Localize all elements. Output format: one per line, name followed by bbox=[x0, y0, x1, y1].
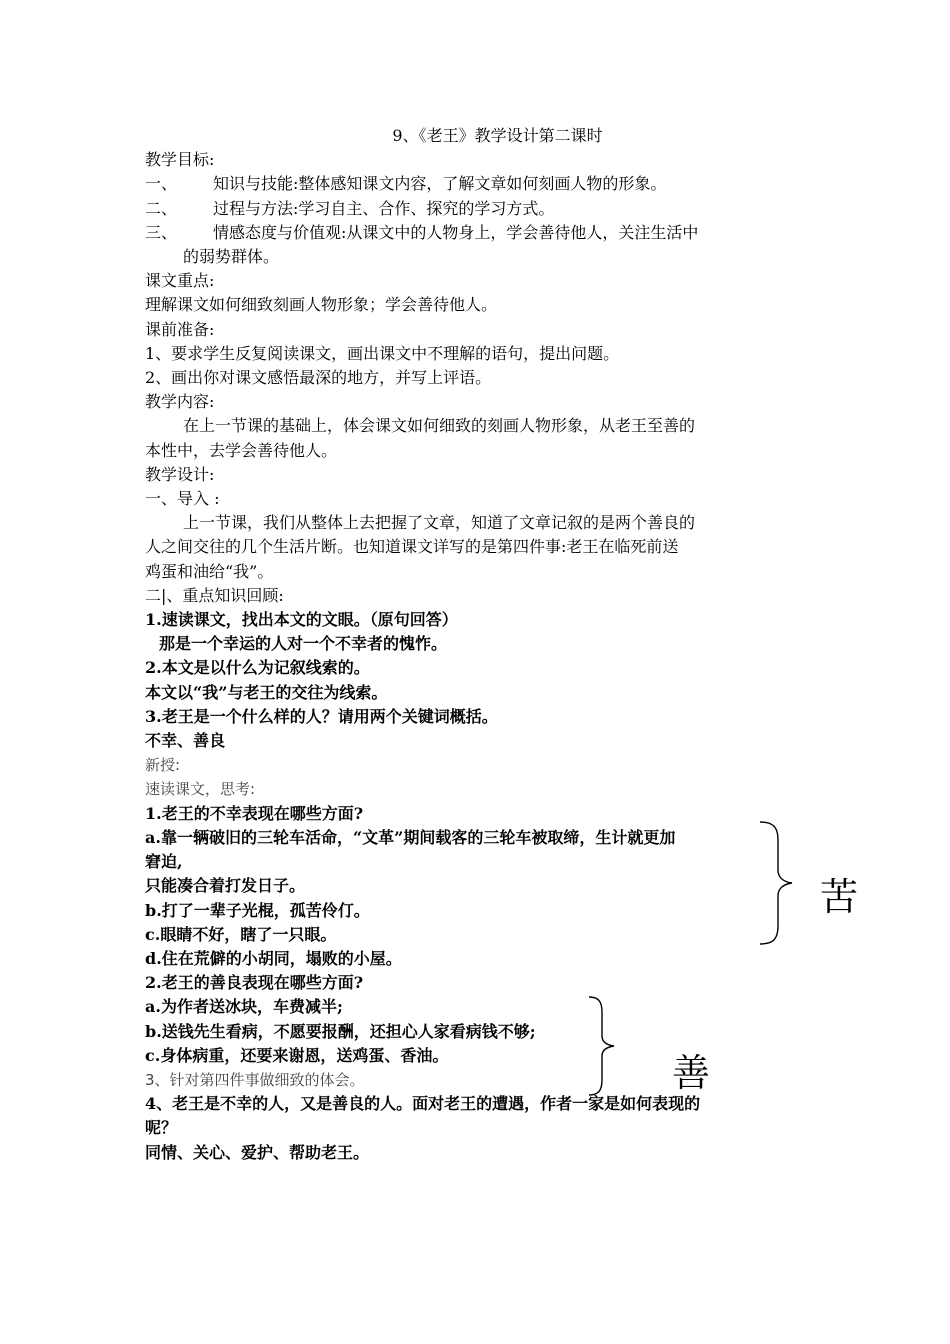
question-2: 2.老王的善良表现在哪些方面? bbox=[145, 973, 364, 993]
prep-heading: 课前准备: bbox=[145, 319, 215, 339]
goal-item: 二、 过程与方法:学习自主、合作、探究的学习方式。 bbox=[145, 198, 555, 218]
review-heading: 二|、重点知识回顾: bbox=[145, 585, 284, 605]
question-2-item: c.身体病重，还要来谢恩，送鸡蛋、香油。 bbox=[145, 1045, 449, 1065]
focus-text: 理解课文如何细致刻画人物形象；学会善待他人。 bbox=[145, 295, 498, 315]
review-item: 那是一个幸运的人对一个不幸者的愧怍。 bbox=[159, 634, 448, 654]
read-heading: 速读课文，思考: bbox=[145, 780, 256, 799]
review-item: 3.老王是一个什么样的人？请用两个关键词概括。 bbox=[145, 706, 498, 726]
prep-item: 2、画出你对课文感悟最深的地方，并写上评语。 bbox=[145, 368, 492, 388]
question-1-item: a.靠一辆破旧的三轮车活命，“文革”期间载客的三轮车被取缔，生计就更加 bbox=[145, 827, 676, 847]
right-brace-icon bbox=[758, 818, 798, 948]
question-1-item: d.住在荒僻的小胡同，塌败的小屋。 bbox=[145, 948, 402, 968]
question-1-item: 窘迫, bbox=[145, 852, 183, 872]
prep-item: 1、要求学生反复阅读课文，画出课文中不理解的语句，提出问题。 bbox=[145, 343, 620, 363]
item-4: 呢？ bbox=[145, 1118, 178, 1138]
content-paragraph: 在上一节课的基础上，体会课文如何细致的刻画人物形象，从老王至善的 bbox=[183, 416, 696, 436]
review-item: 不幸、善良 bbox=[145, 731, 226, 751]
right-brace-icon bbox=[587, 994, 617, 1098]
review-item: 1.速读课文，找出本文的文眼。（原句回答） bbox=[145, 610, 458, 630]
question-2-item: b.送钱先生看病，不愿要报酬，还担心人家看病钱不够; bbox=[145, 1021, 536, 1041]
intro-paragraph: 上一节课，我们从整体上去把握了文章，知道了文章记叙的是两个善良的 bbox=[183, 513, 696, 533]
intro-paragraph: 人之间交往的几个生活片断。也知道课文详写的是第四件事:老王在临死前送 bbox=[145, 537, 679, 557]
document-body bbox=[145, 124, 810, 1165]
question-1-item: 只能凑合着打发日子。 bbox=[145, 876, 306, 896]
focus-heading: 课文重点: bbox=[145, 271, 215, 291]
question-2-item: a.为作者送冰块，车费减半; bbox=[145, 997, 343, 1017]
goals-heading: 教学目标: bbox=[145, 150, 215, 170]
design-heading: 教学设计: bbox=[145, 464, 215, 484]
item-4: 4、老王是不幸的人，又是善良的人。面对老王的遭遇，作者一家是如何表现的 bbox=[145, 1094, 701, 1114]
review-item: 本文以“我”与老王的交往为线索。 bbox=[145, 682, 388, 702]
intro-heading: 一、导入 : bbox=[145, 489, 220, 509]
new-heading: 新授: bbox=[145, 756, 181, 775]
content-heading: 教学内容: bbox=[145, 392, 215, 412]
question-1: 1.老王的不幸表现在哪些方面? bbox=[145, 803, 364, 823]
question-1-item: b.打了一辈子光棍，孤苦伶仃。 bbox=[145, 900, 370, 920]
item-4-answer: 同情、关心、爱护、帮助老王。 bbox=[145, 1142, 370, 1162]
content-paragraph: 本性中，去学会善待他人。 bbox=[145, 440, 338, 460]
question-1-item: c.眼睛不好，瞎了一只眼。 bbox=[145, 924, 337, 944]
goal-item: 一、 知识与技能:整体感知课文内容，了解文章如何刻画人物的形象。 bbox=[145, 174, 667, 194]
goal-item: 三、 情感态度与价值观:从课文中的人物身上，学会善待他人，关注生活中 bbox=[145, 222, 699, 242]
goal-item-continuation: 的弱势群体。 bbox=[183, 247, 280, 267]
label-shan: 善 bbox=[672, 1051, 711, 1095]
label-ku: 苦 bbox=[820, 875, 859, 919]
review-item: 2.本文是以什么为记叙线索的。 bbox=[145, 658, 370, 678]
intro-paragraph: 鸡蛋和油给“我”。 bbox=[145, 561, 274, 581]
item-3: 3、针对第四件事做细致的体会。 bbox=[145, 1070, 365, 1089]
page-title: 9、《老王》教学设计第二课时 bbox=[392, 126, 603, 145]
